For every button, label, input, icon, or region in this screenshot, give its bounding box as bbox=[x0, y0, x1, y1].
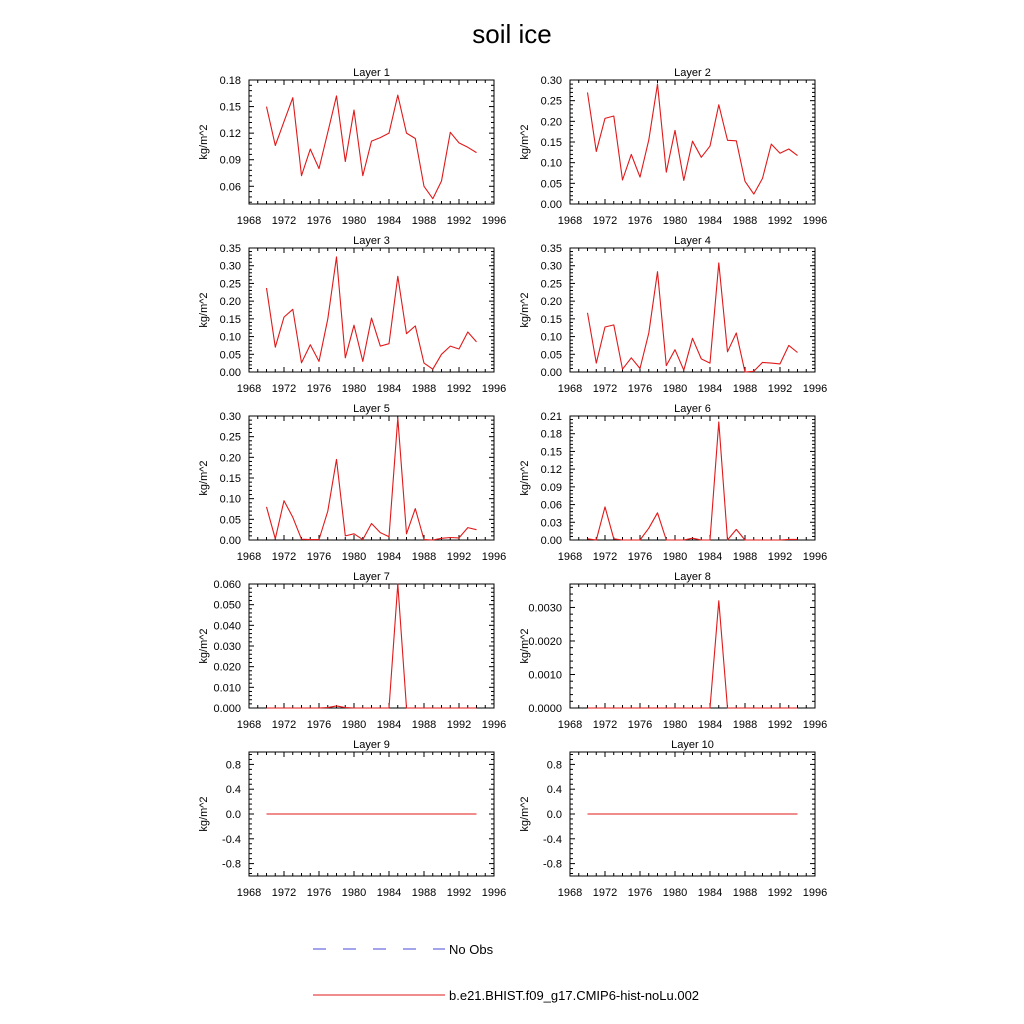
panel-5-ytick-label: 0.20 bbox=[219, 452, 241, 465]
panel-5-frame bbox=[249, 416, 494, 540]
panel-6-ytick-label: 0.06 bbox=[540, 499, 562, 512]
panel-4-ylabel: kg/m^2 bbox=[519, 292, 531, 328]
panel-5-xtick-label: 1996 bbox=[481, 551, 507, 563]
panel-3-xtick-label: 1996 bbox=[481, 383, 507, 395]
panel-4-xtick-label: 1996 bbox=[802, 383, 828, 395]
panel-4-title: Layer 4 bbox=[674, 235, 711, 247]
panel-1-title: Layer 1 bbox=[353, 67, 390, 79]
panel-7-xtick-label: 1968 bbox=[236, 719, 262, 731]
panel-6-xtick-label: 1976 bbox=[627, 551, 653, 563]
panel-7-xtick-label: 1972 bbox=[271, 719, 297, 731]
panel-layer-6 bbox=[519, 403, 827, 563]
panel-5-xtick-label: 1968 bbox=[236, 551, 262, 563]
panel-10-ytick-label: -0.4 bbox=[543, 833, 562, 846]
panel-9-xtick-label: 1980 bbox=[341, 887, 367, 899]
panel-8-xtick-label: 1996 bbox=[802, 719, 828, 731]
panel-7-xtick-label: 1976 bbox=[306, 719, 332, 731]
panel-8-xtick-label: 1992 bbox=[767, 719, 793, 731]
panel-5-xtick-label: 1976 bbox=[306, 551, 332, 563]
figure-title: soil ice bbox=[472, 19, 552, 49]
panel-2-ytick-label: 0.05 bbox=[540, 178, 562, 191]
panel-5-series-line bbox=[267, 418, 477, 540]
panel-7-series-line bbox=[267, 584, 477, 708]
panel-4-ytick-label: 0.35 bbox=[540, 243, 562, 255]
panel-7-frame bbox=[249, 584, 494, 708]
panel-layer-2 bbox=[519, 67, 827, 227]
panel-7-xtick-label: 1980 bbox=[341, 719, 367, 731]
panel-8-xtick-label: 1972 bbox=[592, 719, 618, 731]
panel-2-xtick-label: 1996 bbox=[802, 215, 828, 227]
panel-7-ylabel: kg/m^2 bbox=[198, 628, 210, 664]
panel-2-xtick-label: 1988 bbox=[732, 215, 758, 227]
panel-9-ylabel: kg/m^2 bbox=[198, 796, 210, 832]
panel-layer-5 bbox=[198, 403, 506, 563]
panel-10-xtick-label: 1980 bbox=[662, 887, 688, 899]
panel-4-ytick-label: 0.30 bbox=[540, 260, 562, 273]
panel-9-xtick-label: 1988 bbox=[411, 887, 437, 899]
panel-10-title: Layer 10 bbox=[671, 739, 714, 751]
panel-3-ytick-label: 0.00 bbox=[219, 367, 241, 379]
panel-3-ytick-label: 0.10 bbox=[219, 331, 241, 344]
panel-1-xtick-label: 1992 bbox=[446, 215, 472, 227]
panel-5-ytick-label: 0.05 bbox=[219, 514, 241, 527]
panel-1-xtick-label: 1968 bbox=[236, 215, 262, 227]
panel-2-xtick-label: 1968 bbox=[557, 215, 583, 227]
panel-9-xtick-label: 1984 bbox=[376, 887, 402, 899]
panel-8-ylabel: kg/m^2 bbox=[519, 628, 531, 664]
panel-8-xtick-label: 1980 bbox=[662, 719, 688, 731]
panel-4-frame bbox=[570, 248, 815, 372]
panel-2-title: Layer 2 bbox=[674, 67, 711, 79]
panel-9-xtick-label: 1972 bbox=[271, 887, 297, 899]
panel-4-ytick-label: 0.25 bbox=[540, 278, 562, 291]
panel-9-xtick-label: 1992 bbox=[446, 887, 472, 899]
panel-7-xtick-label: 1992 bbox=[446, 719, 472, 731]
panel-8-ytick-label: 0.0020 bbox=[528, 635, 562, 648]
panel-2-ytick-label: 0.30 bbox=[540, 75, 562, 87]
panel-10-ytick-label: -0.8 bbox=[543, 858, 562, 871]
panel-6-series-line bbox=[588, 422, 798, 540]
panel-4-xtick-label: 1984 bbox=[697, 383, 723, 395]
panel-4-ytick-label: 0.05 bbox=[540, 349, 562, 362]
panel-layer-3 bbox=[198, 235, 506, 395]
panel-2-ylabel: kg/m^2 bbox=[519, 124, 531, 160]
panel-2-xtick-label: 1992 bbox=[767, 215, 793, 227]
panel-1-xtick-label: 1980 bbox=[341, 215, 367, 227]
panel-2-ytick-label: 0.20 bbox=[540, 116, 562, 129]
panel-7-xtick-label: 1988 bbox=[411, 719, 437, 731]
panel-2-xtick-label: 1980 bbox=[662, 215, 688, 227]
panel-4-ytick-label: 0.00 bbox=[540, 367, 562, 379]
panel-10-ylabel: kg/m^2 bbox=[519, 796, 531, 832]
panel-10-xtick-label: 1976 bbox=[627, 887, 653, 899]
panel-4-ytick-label: 0.20 bbox=[540, 296, 562, 309]
panel-5-ytick-label: 0.15 bbox=[219, 473, 241, 485]
panel-2-ytick-label: 0.00 bbox=[540, 199, 562, 211]
panel-9-xtick-label: 1968 bbox=[236, 887, 262, 899]
panel-layer-9 bbox=[198, 739, 506, 899]
panel-7-ytick-label: 0.040 bbox=[213, 620, 241, 633]
panel-10-xtick-label: 1992 bbox=[767, 887, 793, 899]
panel-4-series-line bbox=[588, 263, 798, 372]
panel-1-series-line bbox=[267, 95, 477, 199]
panel-3-ytick-label: 0.25 bbox=[219, 278, 241, 291]
panel-6-ytick-label: 0.09 bbox=[540, 481, 562, 494]
panel-3-title: Layer 3 bbox=[353, 235, 390, 247]
panel-1-xtick-label: 1972 bbox=[271, 215, 297, 227]
panel-7-ytick-label: 0.010 bbox=[213, 682, 241, 695]
legend-model-label: b.e21.BHIST.f09_g17.CMIP6-hist-noLu.002 bbox=[449, 988, 700, 1003]
panel-layer-1 bbox=[198, 67, 506, 227]
panel-8-title: Layer 8 bbox=[674, 571, 711, 583]
panel-8-ytick-label: 0.0000 bbox=[528, 703, 562, 715]
panel-5-xtick-label: 1984 bbox=[376, 551, 402, 563]
panel-8-frame bbox=[570, 584, 815, 708]
panel-10-ytick-label: 0.8 bbox=[546, 759, 562, 772]
panel-6-ytick-label: 0.18 bbox=[540, 428, 562, 441]
panel-5-xtick-label: 1988 bbox=[411, 551, 437, 563]
panel-6-xtick-label: 1984 bbox=[697, 551, 723, 563]
panel-7-ytick-label: 0.020 bbox=[213, 661, 241, 674]
panel-10-ytick-label: 0.0 bbox=[546, 809, 562, 821]
panel-2-xtick-label: 1976 bbox=[627, 215, 653, 227]
panel-9-ytick-label: 0.0 bbox=[225, 809, 241, 821]
panel-9-xtick-label: 1976 bbox=[306, 887, 332, 899]
panel-7-xtick-label: 1984 bbox=[376, 719, 402, 731]
panel-5-ylabel: kg/m^2 bbox=[198, 460, 210, 496]
panel-5-ytick-label: 0.25 bbox=[219, 431, 241, 444]
panel-8-series-line bbox=[588, 601, 798, 708]
panel-1-xtick-label: 1984 bbox=[376, 215, 402, 227]
panel-1-xtick-label: 1988 bbox=[411, 215, 437, 227]
panel-8-xtick-label: 1984 bbox=[697, 719, 723, 731]
panel-6-xtick-label: 1980 bbox=[662, 551, 688, 563]
panel-1-ytick-label: 0.18 bbox=[219, 75, 241, 87]
panel-4-ytick-label: 0.10 bbox=[540, 331, 562, 344]
panel-6-title: Layer 6 bbox=[674, 403, 711, 415]
panel-5-xtick-label: 1980 bbox=[341, 551, 367, 563]
panel-4-ytick-label: 0.15 bbox=[540, 313, 562, 326]
panel-3-ytick-label: 0.15 bbox=[219, 313, 241, 326]
panel-6-ytick-label: 0.15 bbox=[540, 446, 562, 459]
panel-5-ytick-label: 0.00 bbox=[219, 535, 241, 547]
panel-6-xtick-label: 1996 bbox=[802, 551, 828, 563]
panel-4-xtick-label: 1988 bbox=[732, 383, 758, 395]
panel-6-xtick-label: 1968 bbox=[557, 551, 583, 563]
panel-5-ytick-label: 0.10 bbox=[219, 493, 241, 506]
panel-2-ytick-label: 0.15 bbox=[540, 137, 562, 149]
panel-1-xtick-label: 1976 bbox=[306, 215, 332, 227]
panel-2-xtick-label: 1984 bbox=[697, 215, 723, 227]
panel-layer-10 bbox=[519, 739, 827, 899]
panel-1-ytick-label: 0.12 bbox=[219, 128, 241, 141]
panel-6-xtick-label: 1992 bbox=[767, 551, 793, 563]
panel-9-xtick-label: 1996 bbox=[481, 887, 507, 899]
panel-8-xtick-label: 1968 bbox=[557, 719, 583, 731]
panel-2-xtick-label: 1972 bbox=[592, 215, 618, 227]
panel-9-ytick-label: -0.8 bbox=[222, 858, 241, 871]
panel-3-xtick-label: 1976 bbox=[306, 383, 332, 395]
panel-3-ytick-label: 0.30 bbox=[219, 260, 241, 273]
panel-3-xtick-label: 1980 bbox=[341, 383, 367, 395]
panel-layer-7 bbox=[198, 571, 506, 731]
panel-6-ytick-label: 0.00 bbox=[540, 535, 562, 547]
panel-8-ytick-label: 0.0030 bbox=[528, 602, 562, 615]
panel-1-xtick-label: 1996 bbox=[481, 215, 507, 227]
panel-4-xtick-label: 1968 bbox=[557, 383, 583, 395]
panel-8-xtick-label: 1988 bbox=[732, 719, 758, 731]
panel-3-xtick-label: 1968 bbox=[236, 383, 262, 395]
panel-10-xtick-label: 1996 bbox=[802, 887, 828, 899]
panel-2-series-line bbox=[588, 84, 798, 194]
legend bbox=[313, 942, 699, 1003]
panels-group bbox=[198, 67, 827, 899]
panel-6-frame bbox=[570, 416, 815, 540]
panel-5-ytick-label: 0.30 bbox=[219, 411, 241, 423]
panel-10-xtick-label: 1984 bbox=[697, 887, 723, 899]
panel-4-xtick-label: 1976 bbox=[627, 383, 653, 395]
panel-3-xtick-label: 1988 bbox=[411, 383, 437, 395]
panel-8-xtick-label: 1976 bbox=[627, 719, 653, 731]
panel-7-xtick-label: 1996 bbox=[481, 719, 507, 731]
panel-6-ytick-label: 0.21 bbox=[540, 411, 562, 423]
panel-6-ytick-label: 0.12 bbox=[540, 464, 562, 477]
panel-2-ytick-label: 0.10 bbox=[540, 157, 562, 170]
panel-7-ytick-label: 0.060 bbox=[213, 579, 241, 591]
panel-7-ytick-label: 0.000 bbox=[213, 703, 241, 715]
panel-3-xtick-label: 1972 bbox=[271, 383, 297, 395]
panel-8-ytick-label: 0.0010 bbox=[528, 669, 562, 682]
panel-3-ylabel: kg/m^2 bbox=[198, 292, 210, 328]
panel-10-xtick-label: 1968 bbox=[557, 887, 583, 899]
panel-1-ytick-label: 0.15 bbox=[219, 101, 241, 114]
panel-9-ytick-label: 0.4 bbox=[225, 784, 241, 797]
panel-7-title: Layer 7 bbox=[353, 571, 390, 583]
panel-3-xtick-label: 1984 bbox=[376, 383, 402, 395]
panel-3-xtick-label: 1992 bbox=[446, 383, 472, 395]
panel-4-xtick-label: 1980 bbox=[662, 383, 688, 395]
panel-1-ylabel: kg/m^2 bbox=[198, 124, 210, 160]
panel-5-title: Layer 5 bbox=[353, 403, 390, 415]
panel-2-ytick-label: 0.25 bbox=[540, 95, 562, 108]
panel-10-xtick-label: 1988 bbox=[732, 887, 758, 899]
panel-3-frame bbox=[249, 248, 494, 372]
panel-3-ytick-label: 0.20 bbox=[219, 296, 241, 309]
panel-9-title: Layer 9 bbox=[353, 739, 390, 751]
panel-9-ytick-label: 0.8 bbox=[225, 759, 241, 772]
panel-1-ytick-label: 0.09 bbox=[219, 154, 241, 167]
panel-3-ytick-label: 0.35 bbox=[219, 243, 241, 255]
panel-6-ytick-label: 0.03 bbox=[540, 517, 562, 530]
legend-no-obs-label: No Obs bbox=[449, 942, 494, 957]
panel-1-ytick-label: 0.06 bbox=[219, 181, 241, 194]
panel-4-xtick-label: 1992 bbox=[767, 383, 793, 395]
panel-10-ytick-label: 0.4 bbox=[546, 784, 562, 797]
panel-7-ytick-label: 0.030 bbox=[213, 641, 241, 653]
panel-3-ytick-label: 0.05 bbox=[219, 349, 241, 362]
panel-5-xtick-label: 1972 bbox=[271, 551, 297, 563]
panel-6-ylabel: kg/m^2 bbox=[519, 460, 531, 496]
panel-6-xtick-label: 1988 bbox=[732, 551, 758, 563]
panel-4-xtick-label: 1972 bbox=[592, 383, 618, 395]
panel-9-ytick-label: -0.4 bbox=[222, 833, 241, 846]
panel-layer-4 bbox=[519, 235, 827, 395]
panel-3-series-line bbox=[267, 257, 477, 369]
panel-10-xtick-label: 1972 bbox=[592, 887, 618, 899]
panel-7-ytick-label: 0.050 bbox=[213, 599, 241, 612]
panel-5-xtick-label: 1992 bbox=[446, 551, 472, 563]
panel-layer-8 bbox=[519, 571, 827, 731]
panel-6-xtick-label: 1972 bbox=[592, 551, 618, 563]
